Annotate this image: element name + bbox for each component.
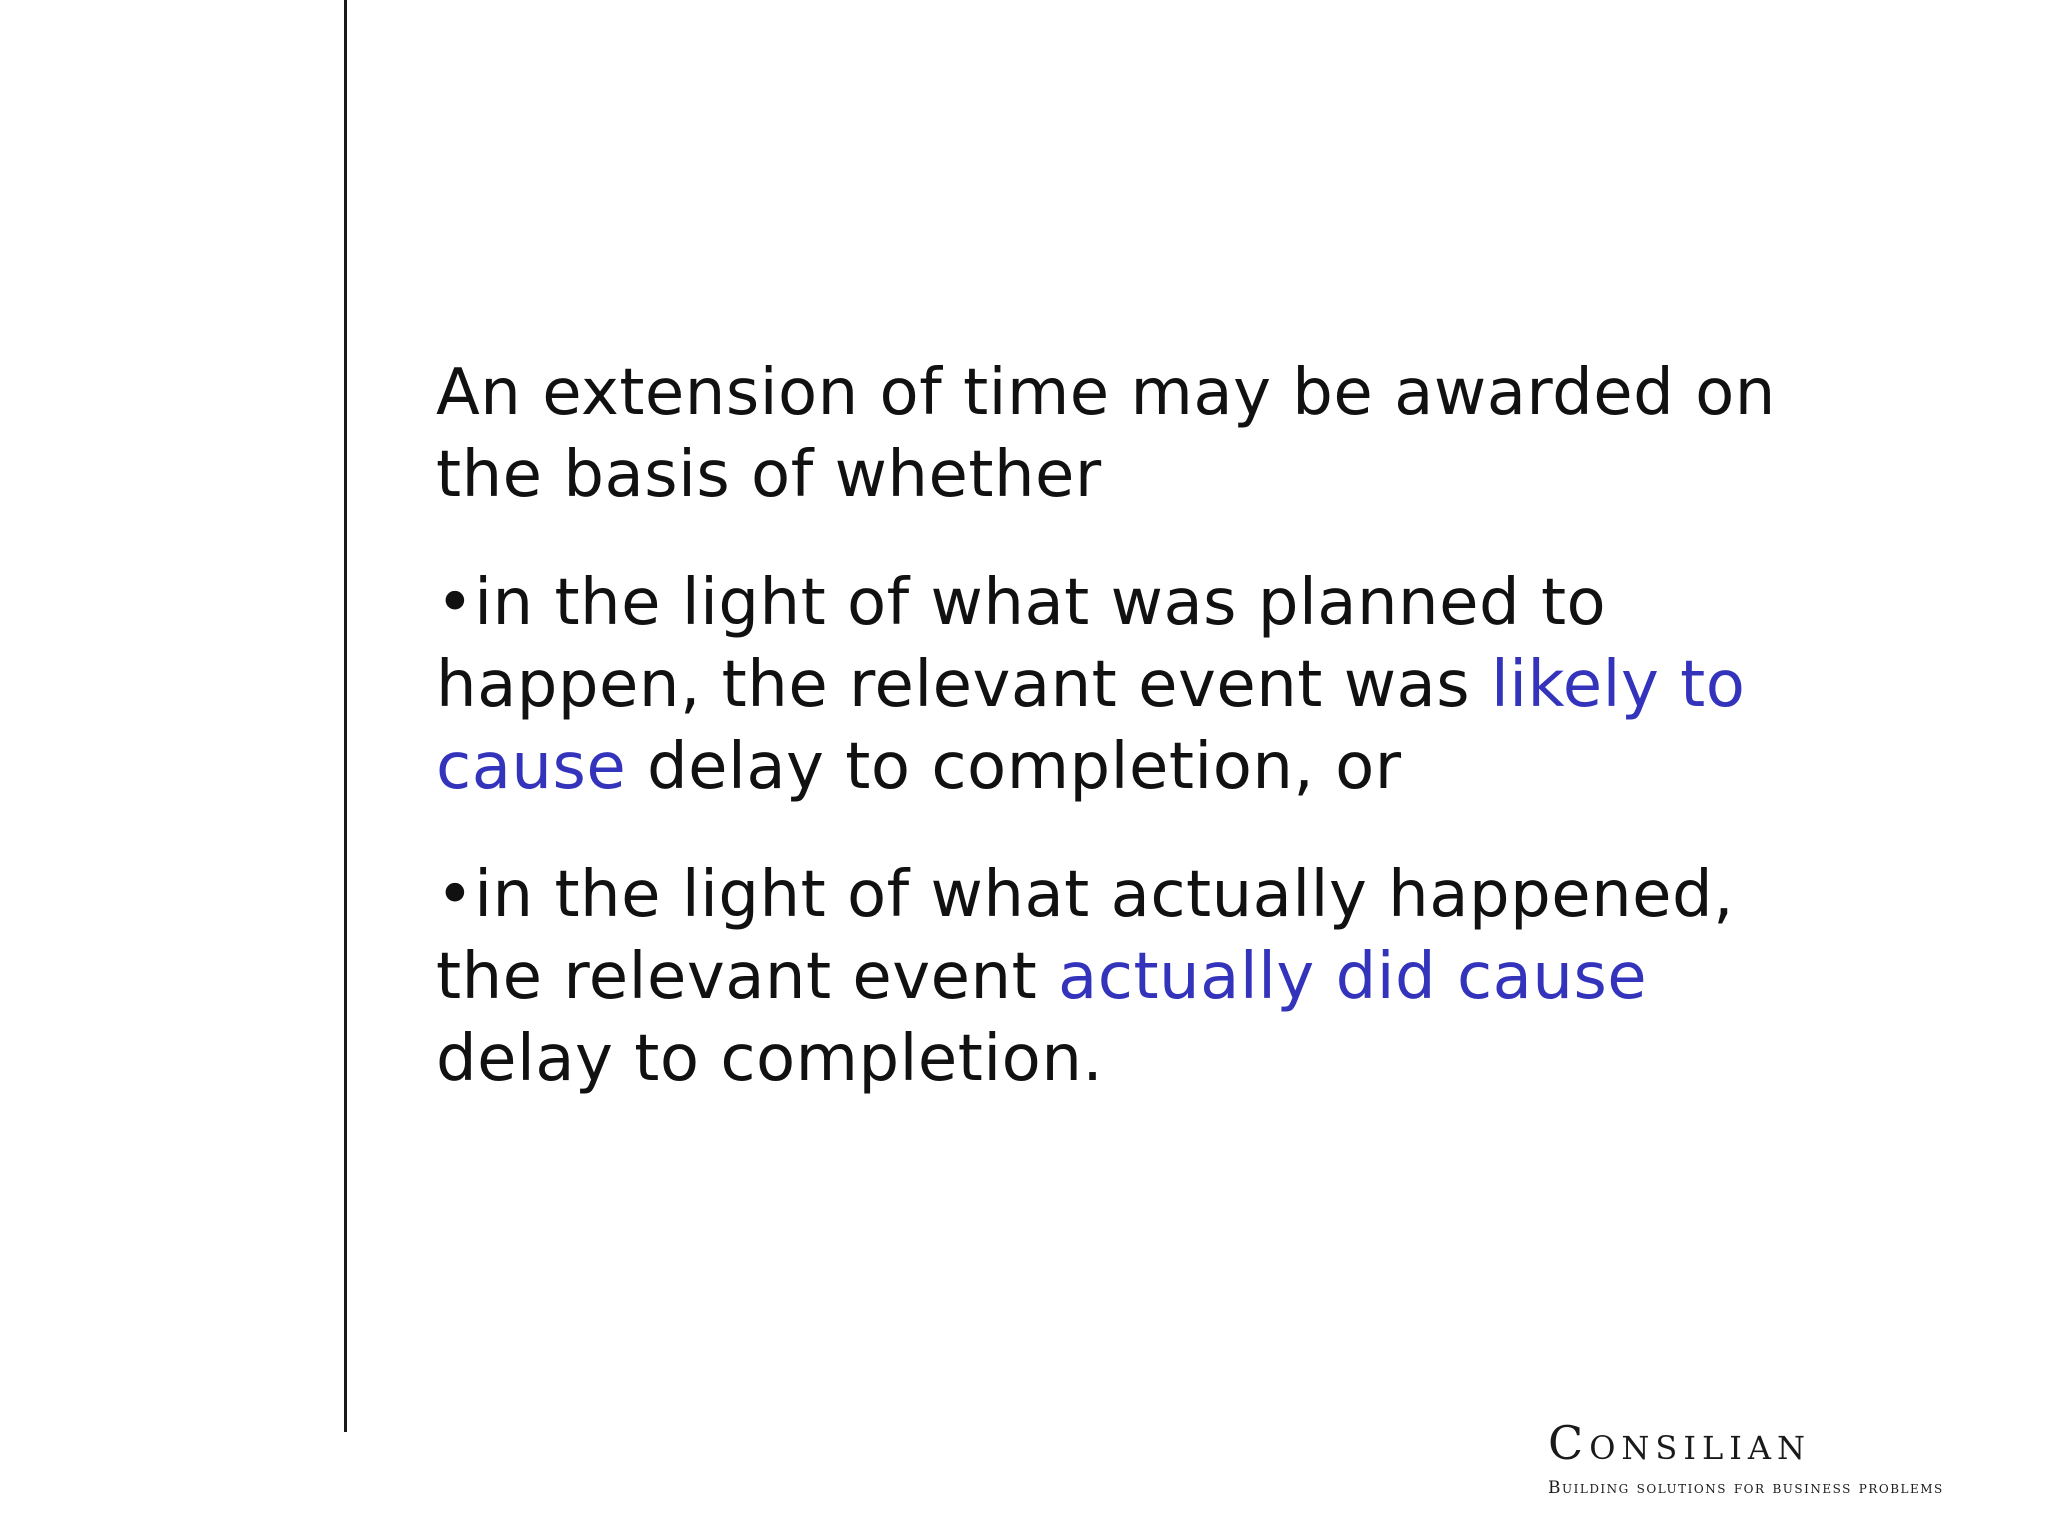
logo-name: Consilian — [1548, 1416, 1811, 1470]
bullet-text-end: delay to completion. — [436, 1022, 1104, 1096]
vertical-divider-line — [344, 0, 347, 1432]
bullet-item-planned — [436, 562, 1806, 808]
intro-paragraph: An extension of time may be awarded on the basis of whether — [436, 356, 1776, 512]
logo-tagline: Building solutions for business problems — [1548, 1478, 1944, 1498]
highlighted-phrase: actually did cause — [1058, 940, 1648, 1014]
highlighted-phrase: likely to cause — [436, 648, 1746, 804]
company-logo — [1548, 1416, 2008, 1500]
bullet-item-actual — [436, 854, 1806, 1100]
bullet-text-end: delay to completion, or — [626, 730, 1402, 804]
bullet-text: in the light of what actually happened, the relevant event — [436, 858, 1734, 1014]
bullet-marker: • — [436, 566, 475, 640]
bullet-marker: • — [436, 858, 475, 932]
bullet-text: in the light of what was planned to happen, the relevant event was — [436, 566, 1607, 722]
slide-body — [436, 352, 1806, 1146]
